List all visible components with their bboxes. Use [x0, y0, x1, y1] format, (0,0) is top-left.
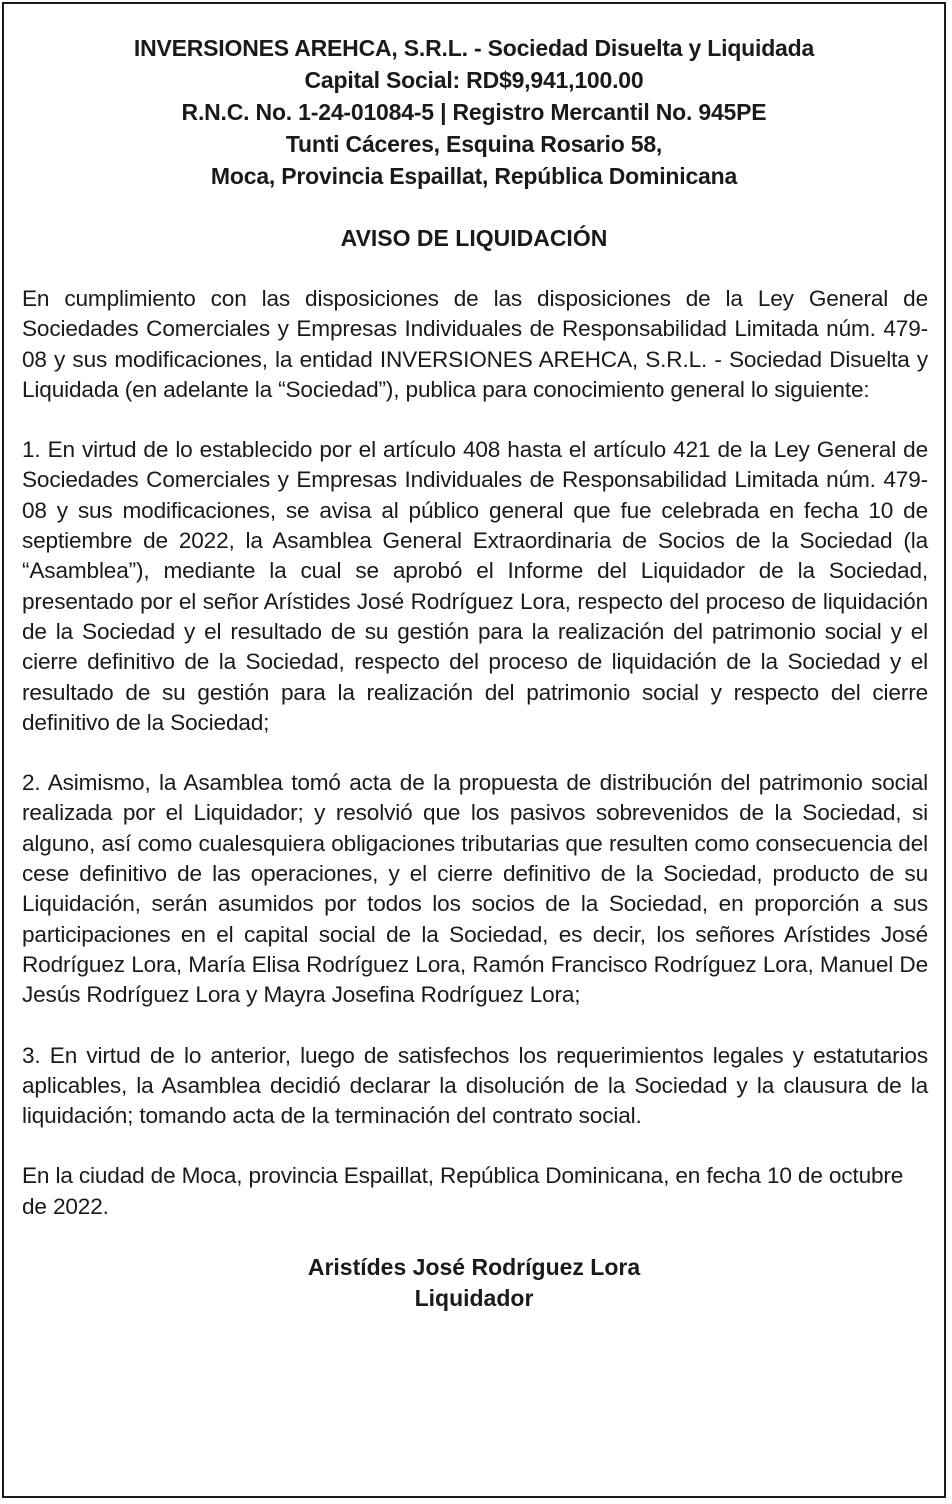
item-3-paragraph: 3. En virtud de lo anterior, luego de satisfechos los requerimientos legales y estatutarios aplicables, la Asamblea decidió declarar la disolución de la Sociedad y la clausura de la liquidación; tomando acta de la terminación del contrato social. — [22, 1042, 928, 1129]
registration-numbers: R.N.C. No. 1-24-01084-5 | Registro Mercantil No. 945PE — [181, 99, 767, 125]
address-city: Moca, Provincia Espaillat, República Dominicana — [210, 163, 738, 189]
signer-role: Liquidador — [414, 1285, 534, 1312]
capital-social: Capital Social: RD$9,941,100.00 — [304, 67, 644, 93]
closing-paragraph: En la ciudad de Moca, provincia Espaillat, República Dominicana, en fecha 10 de octubre de 2022. — [22, 1163, 904, 1219]
legal-notice — [2, 2, 946, 1498]
notice-body — [4, 284, 944, 1222]
company-header — [4, 32, 944, 192]
address-street: Tunti Cáceres, Esquina Rosario 58, — [285, 131, 663, 157]
intro-paragraph: En cumplimiento con las disposiciones de las disposiciones de la Ley General de Sociedades Comerciales y Empresas Individuales de Responsabilidad Limitada núm. 479-08 y sus modificaciones, la entidad INVERSIONES AREHCA, S.R.L. - Sociedad Disuelta y Liquidada (en adelante la “Sociedad”), publica para conocimiento general lo siguiente: — [22, 286, 928, 402]
item-1-paragraph: 1. En virtud de lo establecido por el artículo 408 hasta el artículo 421 de la Ley General de Sociedades Comerciales y Empresas Individuales de Responsabilidad Limitada núm. 479-08 y sus modificaciones, se avisa al público general que fue celebrada en fecha 10 de septiembre de 2022, la Asamblea General Extraordinaria de Socios de la Sociedad (la “Asamblea”), mediante la cual se aprobó el Informe del Liquidador de la Sociedad, presentado por el señor Arístides José Rodríguez Lora, respecto del proceso de liquidación de la Sociedad y el resultado de su gestión para la realización del patrimonio social y el cierre definitivo de la Sociedad, respecto del proceso de liquidación de la Sociedad y el resultado de su gestión para la realización del patrimonio social y respecto del cierre definitivo de la Sociedad; — [22, 437, 928, 735]
item-2-paragraph: 2. Asimismo, la Asamblea tomó acta de la propuesta de distribución del patrimonio social realizada por el Liquidador; y resolvió que los pasivos sobrevenidos de la Sociedad, si alguno, así como cualesquiera obligaciones tributarias que resulten como consecuencia del cese definitivo de las operaciones, y el cierre definitivo de la Sociedad, producto de su Liquidación, serán asumidos por todos los socios de la Sociedad, en proporción a sus participaciones en el capital social de la Sociedad, es decir, los señores Arístides José Rodríguez Lora, María Elisa Rodríguez Lora, Ramón Francisco Rodríguez Lora, Manuel De Jesús Rodríguez Lora y Mayra Josefina Rodríguez Lora; — [22, 770, 928, 1008]
signature-block — [4, 1252, 944, 1314]
notice-title: AVISO DE LIQUIDACIÓN — [340, 225, 608, 251]
signer-name: Aristídes José Rodríguez Lora — [307, 1254, 641, 1281]
company-name: INVERSIONES AREHCA, S.R.L. - Sociedad Disuelta y Liquidada — [133, 35, 815, 61]
